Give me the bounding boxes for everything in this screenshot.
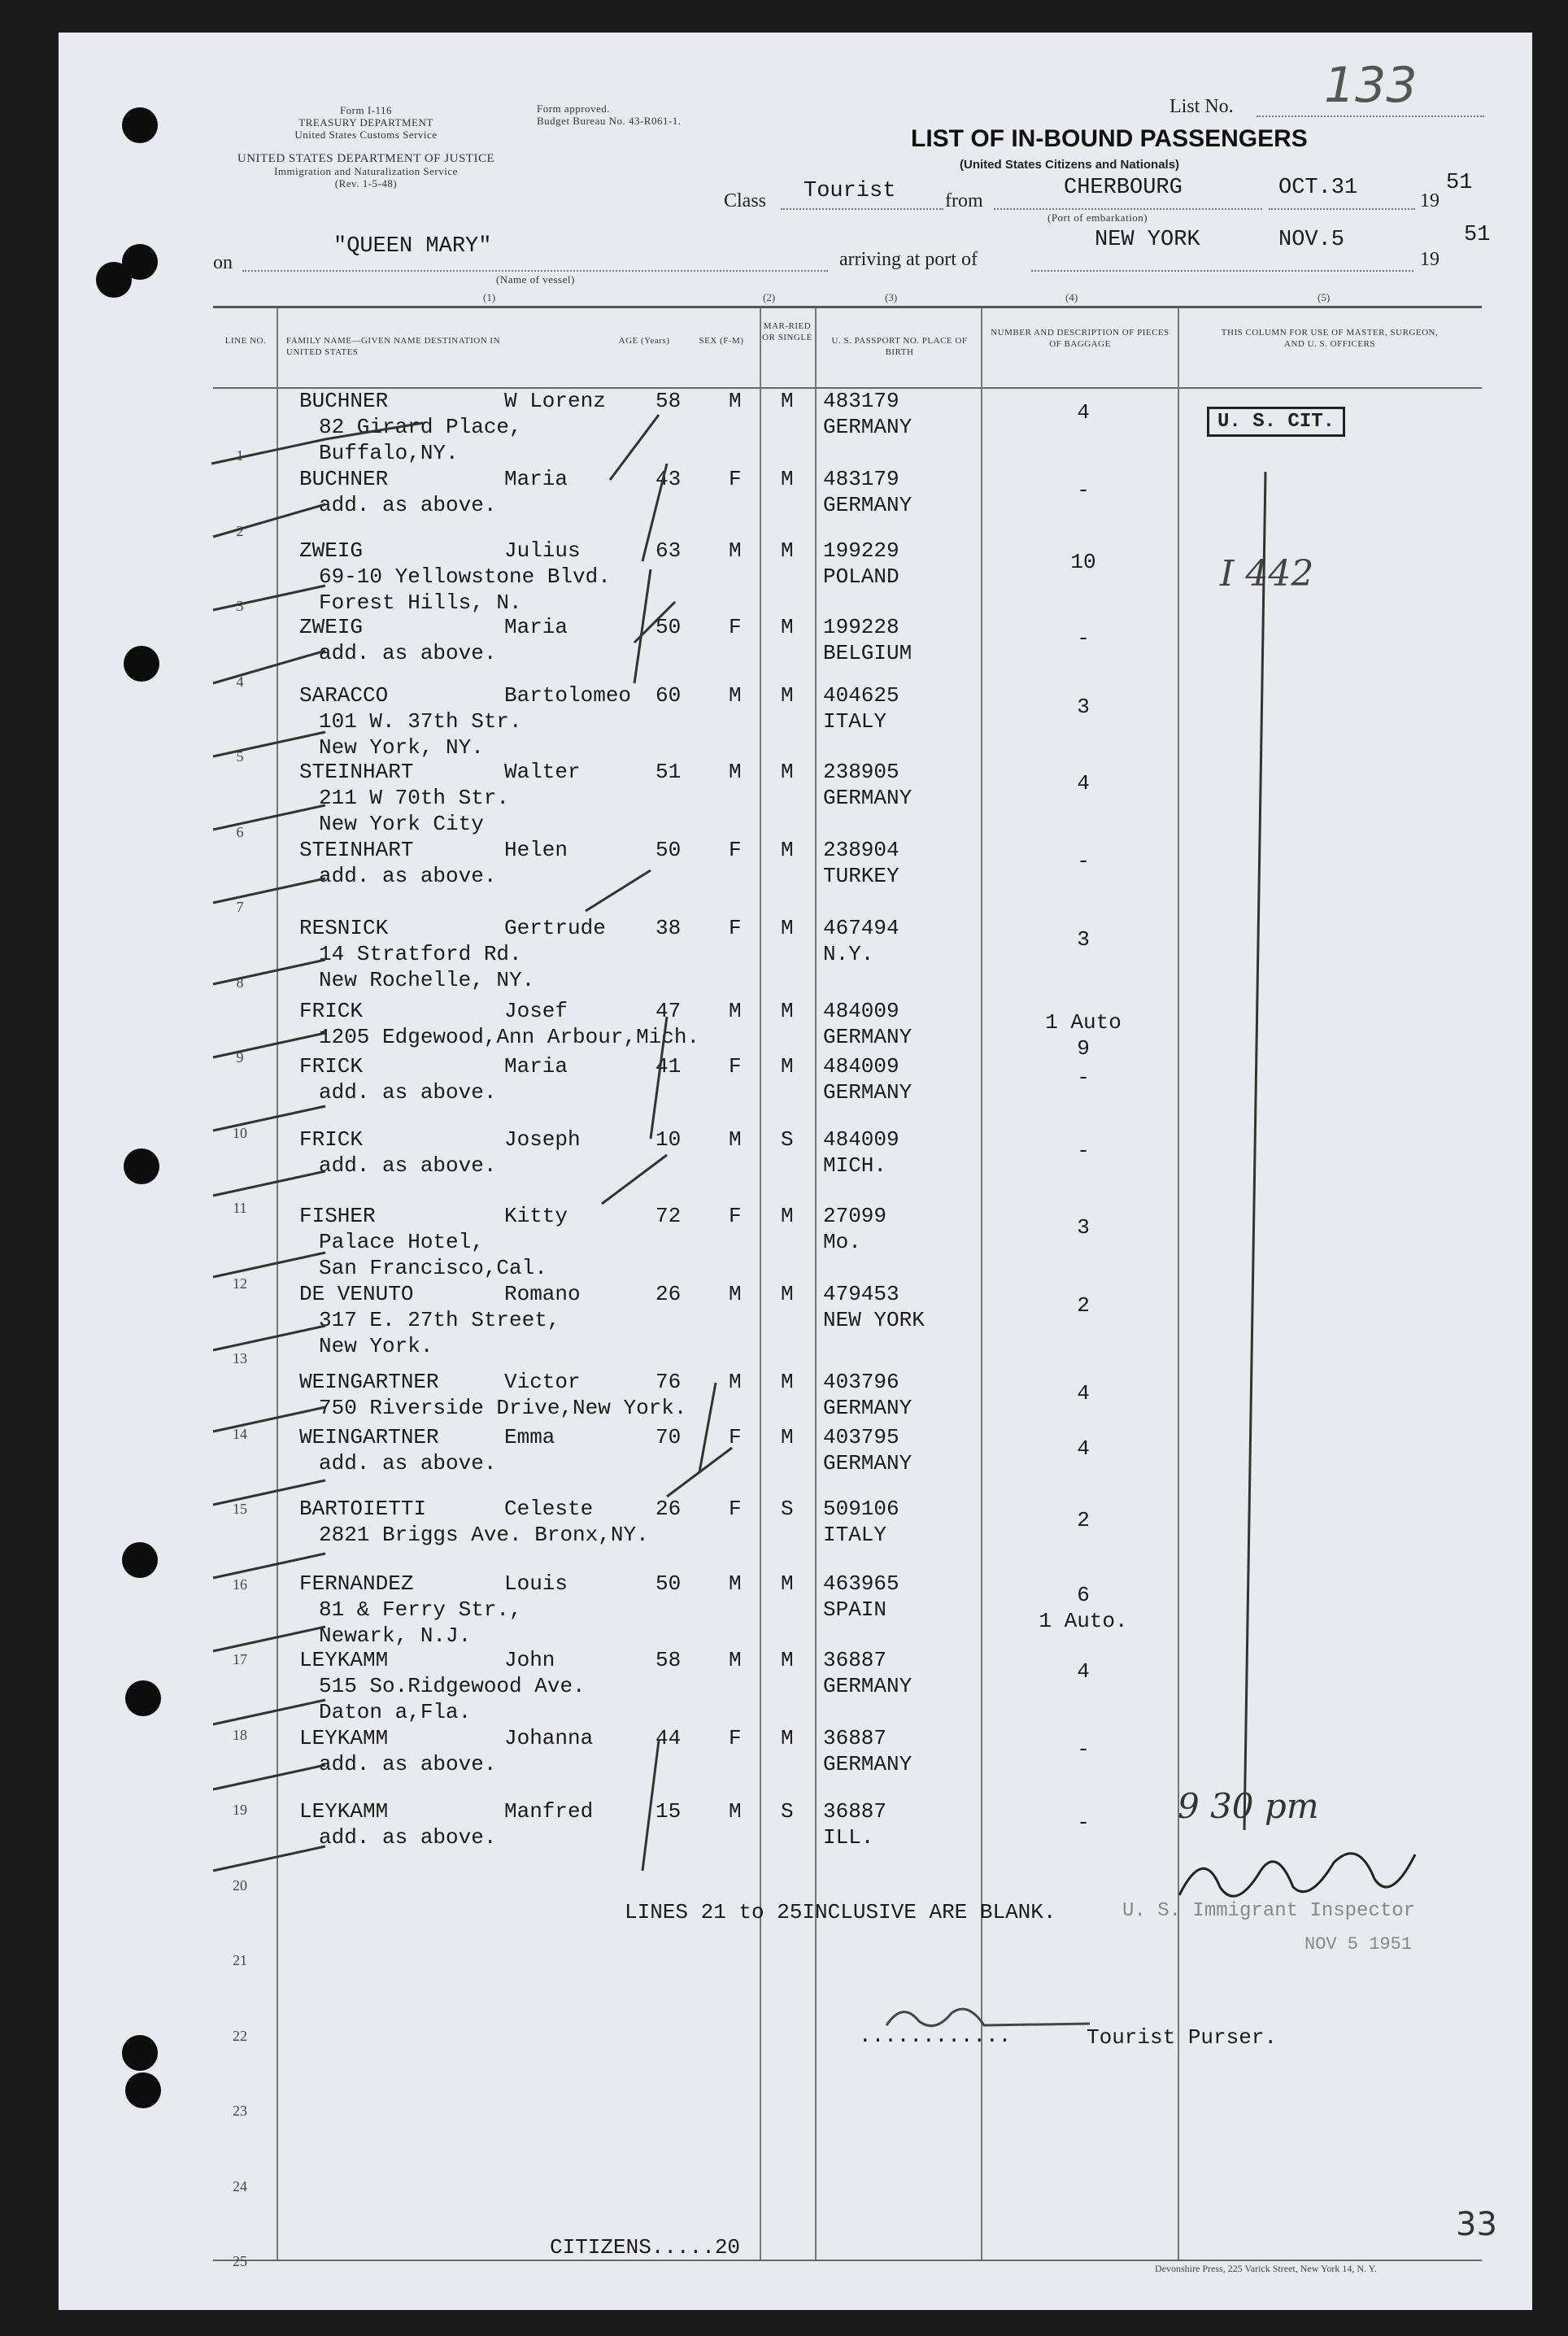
passenger-sex: F bbox=[729, 1425, 742, 1449]
passenger-ms: S bbox=[781, 1127, 794, 1152]
passenger-given: Romano bbox=[504, 1282, 581, 1306]
list-subtitle: (United States Citizens and Nationals) bbox=[960, 158, 1180, 172]
passenger-age: 41 bbox=[656, 1054, 682, 1079]
passenger-passport: 238905 bbox=[823, 760, 899, 784]
passenger-baggage2: 1 Auto. bbox=[1039, 1609, 1128, 1633]
passenger-birth: GERMANY bbox=[823, 493, 912, 517]
passenger-addr1: Palace Hotel, bbox=[319, 1230, 484, 1254]
passenger-birth: ILL. bbox=[823, 1825, 874, 1850]
passenger-birth: GERMANY bbox=[823, 1451, 912, 1475]
inspector-date: NOV 5 1951 bbox=[1304, 1934, 1413, 1955]
passenger-sex: F bbox=[729, 1054, 742, 1079]
approval-line1: Form approved. bbox=[537, 102, 611, 115]
passenger-name: FRICK bbox=[299, 1127, 364, 1152]
passenger-addr1: add. as above. bbox=[319, 864, 497, 888]
passenger-addr1: 69-10 Yellowstone Blvd. bbox=[319, 564, 611, 589]
depart-date: OCT.31 bbox=[1278, 176, 1358, 200]
passenger-addr1: 750 Riverside Drive,New York. bbox=[319, 1396, 687, 1420]
passenger-given: Walter bbox=[504, 760, 581, 784]
line-number: 14 bbox=[233, 1425, 247, 1442]
port-embark-caption: (Port of embarkation) bbox=[1048, 211, 1148, 224]
passenger-given: Emma bbox=[504, 1425, 555, 1449]
service-name: United States Customs Service bbox=[294, 129, 438, 141]
colnum-1: (1) bbox=[483, 291, 496, 303]
passenger-sex: M bbox=[729, 1282, 742, 1306]
passenger-age: 43 bbox=[656, 467, 682, 491]
passenger-addr1: add. as above. bbox=[319, 641, 497, 665]
passenger-sex: M bbox=[729, 1370, 742, 1394]
passenger-addr2: Daton a,Fla. bbox=[319, 1700, 472, 1724]
passenger-addr1: add. as above. bbox=[319, 1153, 497, 1178]
line-number: 11 bbox=[233, 1200, 247, 1216]
passenger-addr1: 2821 Briggs Ave. Bronx,NY. bbox=[319, 1523, 649, 1547]
passenger-ms: M bbox=[781, 838, 794, 862]
line-number: 2 bbox=[236, 522, 244, 539]
passenger-birth: POLAND bbox=[823, 564, 899, 589]
line-number: 9 bbox=[236, 1049, 244, 1066]
passenger-addr2: New York, NY. bbox=[319, 735, 484, 760]
line-number: 7 bbox=[236, 899, 244, 915]
class-label: Class bbox=[724, 190, 767, 211]
passenger-age: 76 bbox=[656, 1370, 682, 1394]
passenger-birth: GERMANY bbox=[823, 786, 912, 810]
passenger-name: FERNANDEZ bbox=[299, 1571, 414, 1596]
passenger-baggage: - bbox=[1077, 626, 1090, 651]
line-number: 10 bbox=[233, 1124, 247, 1141]
passenger-addr1: 1205 Edgewood,Ann Arbour,Mich. bbox=[319, 1025, 700, 1049]
passenger-addr1: 317 E. 27th Street, bbox=[319, 1308, 560, 1332]
passenger-name: BUCHNER bbox=[299, 389, 389, 413]
header-married: MAR-RIED OR SINGLE bbox=[762, 321, 812, 342]
passenger-baggage2: 9 bbox=[1077, 1036, 1090, 1061]
passenger-name: STEINHART bbox=[299, 838, 414, 862]
passenger-addr2: New York City bbox=[319, 812, 484, 836]
passenger-baggage: - bbox=[1077, 849, 1090, 874]
passenger-passport: 483179 bbox=[823, 467, 899, 491]
passenger-baggage: - bbox=[1077, 478, 1090, 503]
passenger-passport: 27099 bbox=[823, 1204, 887, 1228]
line-number: 17 bbox=[233, 1651, 247, 1667]
passenger-age: 51 bbox=[656, 760, 682, 784]
passenger-given: Bartolomeo bbox=[504, 683, 632, 708]
from-port: CHERBOURG bbox=[1064, 176, 1183, 200]
colnum-4: (4) bbox=[1065, 291, 1078, 303]
line-number: 1 bbox=[236, 447, 244, 464]
list-title: LIST OF IN-BOUND PASSENGERS bbox=[911, 125, 1308, 152]
passenger-age: 50 bbox=[656, 615, 682, 639]
passenger-birth: TURKEY bbox=[823, 864, 899, 888]
passenger-age: 26 bbox=[656, 1282, 682, 1306]
passenger-name: BUCHNER bbox=[299, 467, 389, 491]
passenger-sex: M bbox=[729, 760, 742, 784]
passenger-name: LEYKAMM bbox=[299, 1726, 389, 1750]
class-value: Tourist bbox=[804, 179, 896, 203]
passenger-passport: 403796 bbox=[823, 1370, 899, 1394]
passenger-addr1: 101 W. 37th Str. bbox=[319, 709, 522, 734]
passenger-baggage: 2 bbox=[1077, 1293, 1090, 1318]
passenger-name: WEINGARTNER bbox=[299, 1370, 439, 1394]
passenger-given: Josef bbox=[504, 999, 568, 1023]
passenger-passport: 403795 bbox=[823, 1425, 899, 1449]
arrival-port: NEW YORK bbox=[1095, 228, 1200, 252]
passenger-sex: M bbox=[729, 1799, 742, 1824]
passenger-age: 26 bbox=[656, 1497, 682, 1521]
passenger-sex: F bbox=[729, 1726, 742, 1750]
passenger-ms: M bbox=[781, 467, 794, 491]
vessel-name: "QUEEN MARY" bbox=[333, 234, 492, 259]
passenger-sex: F bbox=[729, 1204, 742, 1228]
passenger-addr1: 82 Girard Place, bbox=[319, 415, 522, 439]
line-number: 20 bbox=[233, 1876, 247, 1894]
list-no-label: List No. bbox=[1169, 96, 1234, 117]
passenger-given: Johanna bbox=[504, 1726, 594, 1750]
passenger-addr2: New Rochelle, NY. bbox=[319, 968, 535, 992]
purser-dots: ............ bbox=[859, 2024, 1012, 2048]
passenger-given: W Lorenz bbox=[504, 389, 606, 413]
printer-imprint: Devonshire Press, 225 Varick Street, New York 14, N. Y. bbox=[1155, 2263, 1377, 2274]
passenger-addr1: 81 & Ferry Str., bbox=[319, 1597, 522, 1622]
blank-lines-note: LINES 21 to 25INCLUSIVE ARE BLANK. bbox=[625, 1900, 1056, 1924]
passenger-age: 38 bbox=[656, 916, 682, 940]
passenger-given: Kitty bbox=[504, 1204, 568, 1228]
line-number: 4 bbox=[236, 673, 244, 690]
passenger-sex: M bbox=[729, 1127, 742, 1152]
passenger-given: Maria bbox=[504, 615, 568, 639]
passenger-name: BARTOIETTI bbox=[299, 1497, 427, 1521]
passenger-birth: SPAIN bbox=[823, 1597, 887, 1622]
form-id: Form I-116 bbox=[339, 104, 393, 116]
passenger-baggage: 3 bbox=[1077, 927, 1090, 952]
on-label: on bbox=[213, 252, 233, 273]
arrival-year-prefix: 19 bbox=[1420, 249, 1440, 270]
page-mark: 33 bbox=[1456, 2206, 1497, 2243]
passenger-ms: M bbox=[781, 1571, 794, 1596]
passenger-age: 63 bbox=[656, 538, 682, 563]
line-number: 22 bbox=[233, 2027, 247, 2044]
line-number: 18 bbox=[233, 1726, 247, 1743]
passenger-birth: GERMANY bbox=[823, 1080, 912, 1105]
passenger-ms: M bbox=[781, 683, 794, 708]
passenger-passport: 484009 bbox=[823, 1127, 899, 1152]
passenger-passport: 404625 bbox=[823, 683, 899, 708]
passenger-sex: F bbox=[729, 916, 742, 940]
passenger-addr1: add. as above. bbox=[319, 1825, 497, 1850]
header-line-no: LINE NO. bbox=[224, 336, 267, 346]
us-citizen-stamp: U. S. CIT. bbox=[1207, 407, 1345, 437]
passenger-age: 15 bbox=[656, 1799, 682, 1824]
passenger-given: Joseph bbox=[504, 1127, 581, 1152]
passenger-addr2: San Francisco,Cal. bbox=[319, 1256, 547, 1280]
vessel-caption: (Name of vessel) bbox=[496, 273, 575, 285]
passenger-age: 70 bbox=[656, 1425, 682, 1449]
passenger-given: John bbox=[504, 1648, 555, 1672]
passenger-ms: M bbox=[781, 999, 794, 1023]
line-number: 21 bbox=[233, 1952, 247, 1968]
depart-year: 51 bbox=[1446, 171, 1473, 195]
from-label: from bbox=[945, 190, 983, 211]
inspector-label: U. S. Immigrant Inspector bbox=[1122, 1900, 1416, 1922]
passenger-passport: 199228 bbox=[823, 615, 899, 639]
passenger-baggage: - bbox=[1077, 1066, 1090, 1090]
passenger-age: 47 bbox=[656, 999, 682, 1023]
passenger-baggage: 3 bbox=[1077, 695, 1090, 719]
passenger-name: FISHER bbox=[299, 1204, 376, 1228]
passenger-name: FRICK bbox=[299, 1054, 364, 1079]
list-no-value: 133 bbox=[1324, 57, 1418, 114]
passenger-age: 50 bbox=[656, 838, 682, 862]
passenger-name: SARACCO bbox=[299, 683, 389, 708]
passenger-name: LEYKAMM bbox=[299, 1799, 389, 1824]
passenger-addr1: 515 So.Ridgewood Ave. bbox=[319, 1674, 586, 1698]
passenger-name: STEINHART bbox=[299, 760, 414, 784]
passenger-addr2: Buffalo,NY. bbox=[319, 441, 459, 465]
passenger-birth: N.Y. bbox=[823, 942, 874, 966]
passenger-birth: GERMANY bbox=[823, 1752, 912, 1776]
colnum-3: (3) bbox=[885, 291, 898, 303]
passenger-sex: F bbox=[729, 615, 742, 639]
arrival-date: NOV.5 bbox=[1278, 228, 1345, 252]
dept-name: TREASURY DEPARTMENT bbox=[298, 116, 433, 129]
passenger-sex: F bbox=[729, 838, 742, 862]
passenger-sex: F bbox=[729, 467, 742, 491]
passenger-birth: BELGIUM bbox=[823, 641, 912, 665]
passenger-baggage: 4 bbox=[1077, 771, 1090, 795]
line-number: 24 bbox=[233, 2177, 247, 2194]
passenger-baggage: - bbox=[1077, 1139, 1090, 1163]
passenger-age: 50 bbox=[656, 1571, 682, 1596]
line-number: 3 bbox=[236, 598, 244, 614]
passenger-ms: M bbox=[781, 760, 794, 784]
passenger-birth: MICH. bbox=[823, 1153, 887, 1178]
ins-name: Immigration and Naturalization Service bbox=[274, 165, 458, 177]
line-number: 16 bbox=[233, 1575, 247, 1593]
passenger-birth: ITALY bbox=[823, 709, 887, 734]
passenger-birth: ITALY bbox=[823, 1523, 887, 1547]
passenger-baggage: 6 bbox=[1077, 1583, 1090, 1607]
passenger-birth: NEW YORK bbox=[823, 1308, 925, 1332]
passenger-addr1: add. as above. bbox=[319, 1080, 497, 1105]
check-mark-group bbox=[211, 415, 1265, 1871]
purser-label: Tourist Purser. bbox=[1087, 2025, 1278, 2050]
passenger-age: 60 bbox=[656, 683, 682, 708]
passenger-name: ZWEIG bbox=[299, 538, 364, 563]
passenger-ms: S bbox=[781, 1799, 794, 1824]
passenger-ms: M bbox=[781, 538, 794, 563]
passenger-name: ZWEIG bbox=[299, 615, 364, 639]
line-number: 19 bbox=[233, 1802, 247, 1818]
passenger-baggage: 4 bbox=[1077, 1381, 1090, 1406]
passenger-baggage: - bbox=[1077, 1811, 1090, 1835]
passenger-age: 58 bbox=[656, 389, 682, 413]
passenger-passport: 467494 bbox=[823, 916, 899, 940]
passenger-ms: M bbox=[781, 1054, 794, 1079]
passenger-birth: GERMANY bbox=[823, 1396, 912, 1420]
passenger-given: Celeste bbox=[504, 1497, 594, 1521]
passenger-name: WEINGARTNER bbox=[299, 1425, 439, 1449]
citizens-total: CITIZENS.....20 bbox=[550, 2235, 741, 2260]
passenger-ms: M bbox=[781, 615, 794, 639]
line-number: 25 bbox=[233, 2253, 247, 2269]
passenger-baggage: 4 bbox=[1077, 400, 1090, 425]
line-number: 15 bbox=[233, 1501, 247, 1517]
passenger-ms: M bbox=[781, 1282, 794, 1306]
passenger-ms: M bbox=[781, 1204, 794, 1228]
passenger-given: Gertrude bbox=[504, 916, 606, 940]
passenger-passport: 509106 bbox=[823, 1497, 899, 1521]
passenger-sex: M bbox=[729, 389, 742, 413]
passenger-ms: M bbox=[781, 1726, 794, 1750]
passenger-addr2: Forest Hills, N. bbox=[319, 591, 522, 615]
header-name: FAMILY NAME—GIVEN NAME DESTINATION IN UNITED STATES bbox=[286, 336, 501, 357]
passenger-name: LEYKAMM bbox=[299, 1648, 389, 1672]
passenger-given: Maria bbox=[504, 467, 568, 491]
passenger-given: Julius bbox=[504, 538, 581, 563]
passenger-baggage: 1 Auto bbox=[1045, 1010, 1122, 1035]
depart-year-prefix: 19 bbox=[1420, 190, 1440, 211]
passenger-age: 58 bbox=[656, 1648, 682, 1672]
passenger-birth: GERMANY bbox=[823, 1674, 912, 1698]
passenger-age: 72 bbox=[656, 1204, 682, 1228]
approval-line2: Budget Bureau No. 43-R061-1. bbox=[537, 115, 682, 127]
passenger-given: Manfred bbox=[504, 1799, 594, 1824]
passenger-sex: M bbox=[729, 538, 742, 563]
line-number: 6 bbox=[236, 823, 244, 840]
header-baggage: NUMBER AND DESCRIPTION OF PIECES OF BAGGAGE bbox=[991, 328, 1169, 349]
passenger-given: Maria bbox=[504, 1054, 568, 1079]
passenger-given: Helen bbox=[504, 838, 568, 862]
passenger-name: DE VENUTO bbox=[299, 1282, 414, 1306]
passenger-name: FRICK bbox=[299, 999, 364, 1023]
header-officers: THIS COLUMN FOR USE OF MASTER, SURGEON, AND U. S. OFFICERS bbox=[1221, 328, 1439, 349]
passenger-ms: S bbox=[781, 1497, 794, 1521]
line-number: 13 bbox=[233, 1350, 247, 1366]
header-passport: U. S. PASSPORT NO. PLACE OF BIRTH bbox=[831, 336, 968, 357]
passenger-passport: 484009 bbox=[823, 999, 899, 1023]
line-number: 5 bbox=[236, 748, 244, 765]
passenger-ms: M bbox=[781, 1425, 794, 1449]
passenger-birth: Mo. bbox=[823, 1230, 861, 1254]
passenger-baggage: 4 bbox=[1077, 1436, 1090, 1461]
passenger-passport: 483179 bbox=[823, 389, 899, 413]
colnum-2: (2) bbox=[763, 291, 776, 303]
passenger-age: 10 bbox=[656, 1127, 682, 1152]
passenger-addr1: add. as above. bbox=[319, 1451, 497, 1475]
passenger-addr1: 211 W 70th Str. bbox=[319, 786, 510, 810]
passenger-ms: M bbox=[781, 1648, 794, 1672]
passenger-addr2: New York. bbox=[319, 1334, 433, 1358]
passenger-passport: 463965 bbox=[823, 1571, 899, 1596]
passenger-ms: M bbox=[781, 389, 794, 413]
passenger-birth: GERMANY bbox=[823, 1025, 912, 1049]
passenger-addr2: Newark, N.J. bbox=[319, 1623, 472, 1648]
colnum-5: (5) bbox=[1318, 291, 1331, 303]
passenger-sex: M bbox=[729, 1571, 742, 1596]
passenger-passport: 199229 bbox=[823, 538, 899, 563]
passenger-passport: 484009 bbox=[823, 1054, 899, 1079]
doj-name: UNITED STATES DEPARTMENT OF JUSTICE bbox=[237, 152, 495, 165]
rev-date: (Rev. 1-5-48) bbox=[334, 177, 398, 190]
passenger-passport: 36887 bbox=[823, 1726, 887, 1750]
passenger-addr1: add. as above. bbox=[319, 493, 497, 517]
passenger-passport: 238904 bbox=[823, 838, 899, 862]
line-number: 12 bbox=[233, 1275, 247, 1292]
arriving-label: arriving at port of bbox=[839, 249, 978, 270]
passenger-given: Louis bbox=[504, 1571, 568, 1596]
passenger-sex: M bbox=[729, 999, 742, 1023]
i-442-mark: I 442 bbox=[1220, 553, 1314, 595]
passenger-birth: GERMANY bbox=[823, 415, 912, 439]
passenger-passport: 36887 bbox=[823, 1648, 887, 1672]
passenger-name: RESNICK bbox=[299, 916, 389, 940]
passenger-ms: M bbox=[781, 916, 794, 940]
arrival-year: 51 bbox=[1464, 223, 1491, 247]
passenger-baggage: 2 bbox=[1077, 1508, 1090, 1532]
line-number: 23 bbox=[233, 2103, 247, 2119]
header-age: AGE (Years) bbox=[618, 336, 670, 346]
header-sex: SEX (F-M) bbox=[699, 336, 744, 346]
time-note: 9 30 pm bbox=[1178, 1786, 1319, 1826]
passenger-given: Victor bbox=[504, 1370, 581, 1394]
passenger-baggage: 4 bbox=[1077, 1659, 1090, 1684]
passenger-baggage: - bbox=[1077, 1737, 1090, 1762]
passenger-addr1: 14 Stratford Rd. bbox=[319, 942, 522, 966]
passenger-baggage: 10 bbox=[1070, 550, 1096, 574]
passenger-passport: 36887 bbox=[823, 1799, 887, 1824]
passenger-age: 44 bbox=[656, 1726, 682, 1750]
passenger-baggage: 3 bbox=[1077, 1215, 1090, 1240]
passenger-passport: 479453 bbox=[823, 1282, 899, 1306]
passenger-sex: M bbox=[729, 1648, 742, 1672]
passenger-sex: F bbox=[729, 1497, 742, 1521]
passenger-addr1: add. as above. bbox=[319, 1752, 497, 1776]
passenger-ms: M bbox=[781, 1370, 794, 1394]
line-number: 8 bbox=[236, 974, 244, 991]
passenger-sex: M bbox=[729, 683, 742, 708]
